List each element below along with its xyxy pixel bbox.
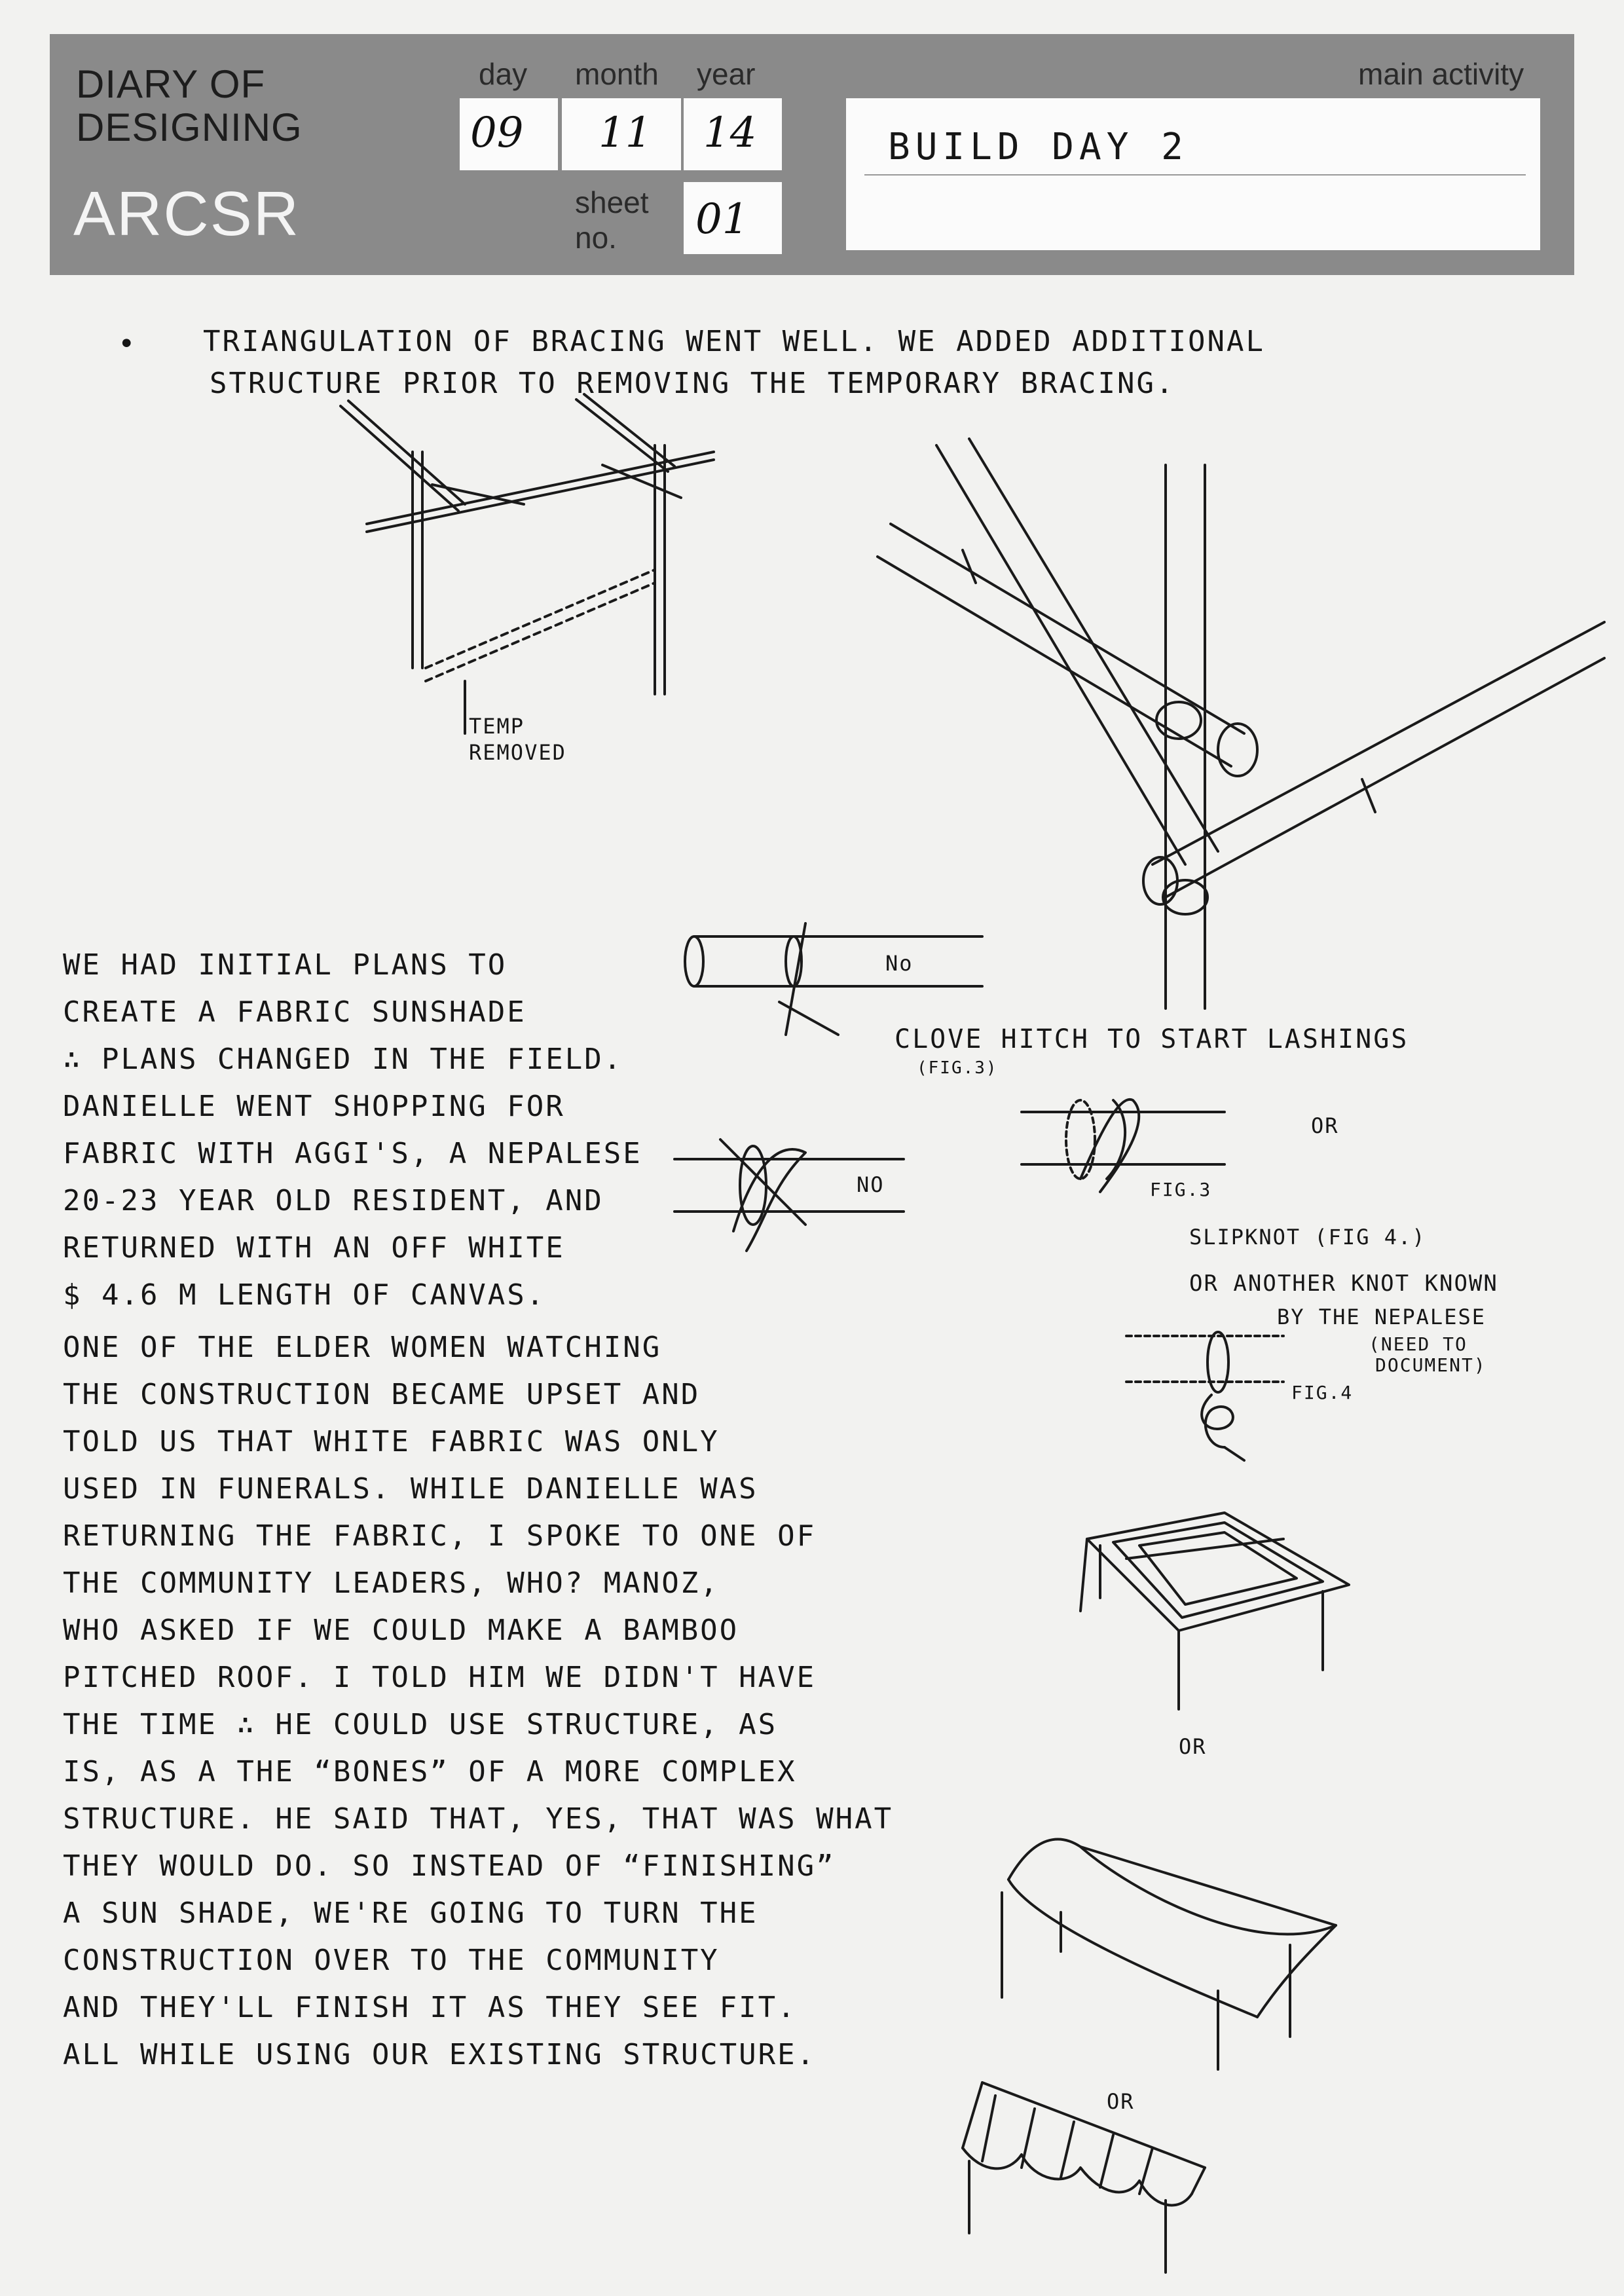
another-knot-line-1: OR ANOTHER KNOT KNOWN [1189, 1270, 1498, 1297]
body-line: 20-23 YEAR OLD RESIDENT, AND [63, 1184, 604, 1217]
month-value: 11 [599, 109, 652, 157]
body-line: A SUN SHADE, WE'RE GOING TO TURN THE [63, 1897, 758, 1930]
day-label: day [479, 57, 528, 91]
month-box [562, 98, 681, 170]
body-line: FABRIC WITH AGGI'S, A NEPALESE [63, 1137, 642, 1170]
or-label-2: OR [1179, 1734, 1207, 1759]
brand-title [76, 63, 303, 149]
diary-header [50, 34, 1574, 275]
main-activity-value: BUILD DAY 2 [888, 126, 1189, 168]
day-value: 09 [470, 109, 524, 157]
sheet-value: 01 [695, 195, 749, 244]
frame-bracing-sketch [327, 393, 733, 747]
body-line: USED IN FUNERALS. WHILE DANIELLE WAS [63, 1472, 758, 1506]
main-activity-rule [864, 174, 1526, 176]
body-line: TOLD US THAT WHITE FABRIC WAS ONLY [63, 1425, 720, 1458]
body-line: DANIELLE WENT SHOPPING FOR [63, 1090, 565, 1123]
temp-label: TEMP [469, 714, 525, 739]
intro-line-1: TRIANGULATION OF BRACING WENT WELL. WE ADDED ADDITIONAL [203, 325, 1265, 358]
no-label-1: No [885, 951, 913, 976]
body-line: CONSTRUCTION OVER TO THE COMMUNITY [63, 1944, 720, 1977]
brand-line-1: DIARY OF [76, 62, 266, 106]
or-label-3: OR [1107, 2089, 1135, 2114]
another-knot-line-2: BY THE NEPALESE [1277, 1305, 1486, 1329]
body-line: THE COMMUNITY LEADERS, WHO? MANOZ, [63, 1566, 720, 1600]
body-line: AND THEY'LL FINISH IT AS THEY SEE FIT. [63, 1991, 797, 2024]
intro-line-2: STRUCTURE PRIOR TO REMOVING THE TEMPORARY BRACING. [210, 367, 1175, 400]
sheet-label-line2: no. [575, 221, 617, 255]
fig4-label: FIG.4 [1291, 1382, 1354, 1403]
body-line: ∴ PLANS CHANGED IN THE FIELD. [63, 1043, 623, 1076]
year-label: year [697, 57, 756, 91]
body-line: ONE OF THE ELDER WOMEN WATCHING [63, 1331, 662, 1364]
body-line: PITCHED ROOF. I TOLD HIM WE DIDN'T HAVE [63, 1661, 817, 1694]
body-line: THEY WOULD DO. SO INSTEAD OF “FINISHING” [63, 1849, 836, 1883]
pitched-roof-sketch [1061, 1500, 1362, 1716]
body-line: THE TIME ∴ HE COULD USE STRUCTURE, AS [63, 1708, 778, 1741]
fig3-ref: (FIG.3) [917, 1058, 998, 1078]
body-line: RETURNING THE FABRIC, I SPOKE TO ONE OF [63, 1519, 817, 1553]
body-line: CREATE A FABRIC SUNSHADE [63, 995, 526, 1029]
body-line: WE HAD INITIAL PLANS TO [63, 948, 507, 982]
main-activity-box [846, 98, 1540, 250]
brand-line-2: DESIGNING [76, 105, 303, 149]
body-line: THE CONSTRUCTION BECAME UPSET AND [63, 1378, 701, 1411]
body-line: WHO ASKED IF WE COULD MAKE A BAMBOO [63, 1614, 739, 1647]
body-line: RETURNED WITH AN OFF WHITE [63, 1231, 565, 1265]
scalloped-roof-sketch [956, 2069, 1218, 2279]
slipknot-label: SLIPKNOT (FIG 4.) [1189, 1225, 1426, 1250]
another-knot-line-4: DOCUMENT) [1375, 1354, 1486, 1376]
year-box [684, 98, 782, 170]
or-label-1: OR [1311, 1113, 1339, 1138]
sheet-box [684, 182, 782, 254]
removed-label: REMOVED [469, 740, 566, 765]
no-label-2: NO [857, 1172, 885, 1197]
body-line: STRUCTURE. HE SAID THAT, YES, THAT WAS WHAT [63, 1802, 894, 1836]
main-activity-label: main activity [1358, 57, 1524, 91]
barrel-roof-sketch [982, 1827, 1349, 2076]
slipknot-sketch [1126, 1316, 1297, 1467]
knot-wrong-sketch-2 [674, 1126, 923, 1257]
body-line: IS, AS A THE “BONES” OF A MORE COMPLEX [63, 1755, 797, 1788]
body-line: $ 4.6 M LENGTH OF CANVAS. [63, 1278, 546, 1312]
another-knot-line-3: (NEED TO [1369, 1333, 1467, 1355]
day-box [460, 98, 558, 170]
body-line: ALL WHILE USING OUR EXISTING STRUCTURE. [63, 2038, 817, 2071]
arcsr-logo: ARCSR [73, 179, 301, 249]
sheet-label-line1: sheet [575, 185, 649, 219]
month-label: month [575, 57, 659, 91]
bullet: • [118, 327, 138, 361]
clove-hitch-label: CLOVE HITCH TO START LASHINGS [895, 1024, 1409, 1054]
year-value: 14 [703, 109, 757, 157]
fig3-label: FIG.3 [1150, 1179, 1212, 1200]
sheet-no-label [575, 185, 649, 255]
